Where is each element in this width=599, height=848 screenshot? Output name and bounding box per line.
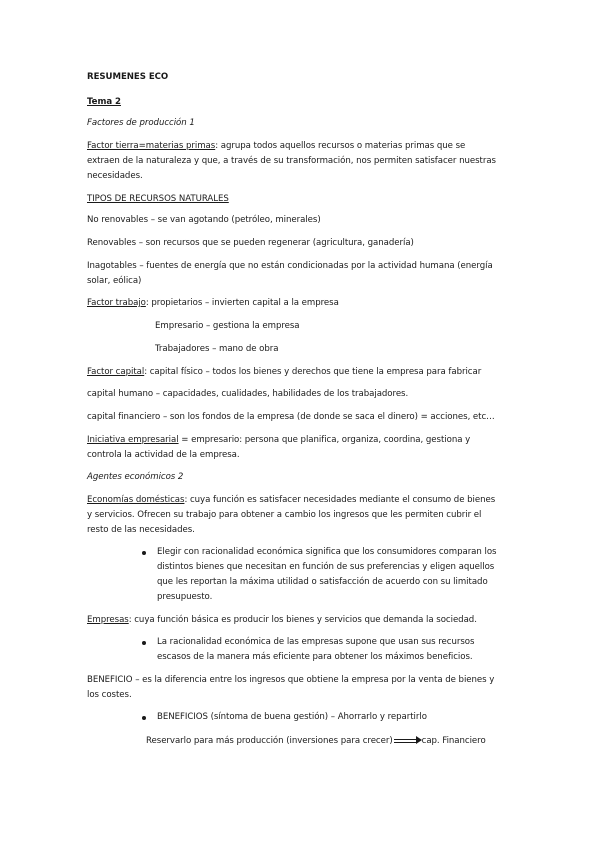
paragraph-factor-capital	[87, 366, 481, 379]
beneficio-definition: BENEFICIO – es la diferencia entre los ingresos que obtiene la empresa por la venta de bienes y	[87, 675, 495, 685]
bullet-icon	[142, 716, 146, 720]
renovables-line: Renovables – son recursos que se pueden regenerar (agricultura, ganadería)	[87, 238, 414, 248]
bullet-icon	[142, 551, 146, 555]
term-iniciativa-empresarial: Iniciativa empresarial	[87, 435, 179, 445]
term-factor-capital: Factor capital	[87, 367, 145, 377]
inagotables-line: Inagotables – fuentes de energía que no están condicionadas por la actividad humana (energía	[87, 261, 493, 271]
paragraph-line: controla la actividad de la empresa.	[87, 450, 240, 460]
no-renovables-line: No renovables – se van agotando (petróleo, minerales)	[87, 215, 321, 225]
tema-heading: Tema 2	[87, 97, 121, 107]
bullet-line: que les reportan la máxima utilidad o satisfacción de acuerdo con su limitado	[157, 577, 488, 587]
paragraph-line: solar, eólica)	[87, 276, 142, 286]
trabajadores-line: Trabajadores – mano de obra	[155, 344, 279, 354]
term-economias-domesticas: Economías domésticas	[87, 495, 185, 505]
text-span: = empresario: persona que planifica, organiza, coordina, gestiona y	[178, 435, 471, 445]
paragraph-line: necesidades.	[87, 171, 143, 181]
term-empresas: Empresas	[87, 615, 129, 625]
cap-financiero-text: cap. Financiero	[421, 736, 486, 746]
paragraph-factor-tierra	[87, 140, 465, 153]
bullet-empresas: La racionalidad económica de las empresas supone que usan sus recursos	[157, 637, 475, 647]
bullet-icon	[142, 641, 146, 645]
reservarlo-line	[146, 735, 486, 748]
text-span: : capital físico – todos los bienes y derechos que tiene la empresa para fabricar	[144, 367, 482, 377]
bullet-line: presupuesto.	[157, 592, 213, 602]
section-heading-agentes: Agentes económicos 2	[87, 472, 184, 482]
bullet-consumidores: Elegir con racionalidad económica significa que los consumidores comparan los	[157, 547, 497, 557]
right-arrow-icon	[394, 736, 422, 744]
paragraph-line: extraen de la naturaleza y que, a través de su transformación, nos permiten satisfacer nuestras	[87, 156, 496, 166]
text-span: : propietarios – invierten capital a la empresa	[145, 298, 339, 308]
bullet-line: escasos de la manera más eficiente para obtener los máximos beneficios.	[157, 652, 473, 662]
text-span: : cuya función básica es producir los bienes y servicios que demanda la sociedad.	[128, 615, 477, 625]
reservarlo-text: Reservarlo para más producción (inversiones para crecer)	[146, 736, 393, 746]
text-span: : agrupa todos aquellos recursos o materias primas que se	[215, 141, 466, 151]
capital-financiero-line: capital financiero – son los fondos de la empresa (de donde se saca el dinero) = acciones, etc…	[87, 412, 495, 422]
bullet-line: distintos bienes que necesitan en función de sus preferencias y eligen aquellos	[157, 562, 495, 572]
capital-humano-line: capital humano – capacidades, cualidades, habilidades de los trabajadores.	[87, 389, 409, 399]
section-heading-factores: Factores de producción 1	[87, 118, 195, 128]
paragraph-factor-trabajo	[87, 297, 339, 310]
term-factor-trabajo: Factor trabajo	[87, 298, 146, 308]
paragraph-economias-domesticas	[87, 494, 495, 507]
empresario-line: Empresario – gestiona la empresa	[155, 321, 300, 331]
bullet-beneficios: BENEFICIOS (síntoma de buena gestión) – Ahorrarlo y repartirlo	[157, 712, 427, 722]
paragraph-iniciativa	[87, 434, 470, 447]
term-factor-tierra: Factor tierra=materias primas	[87, 141, 216, 151]
paragraph-line: los costes.	[87, 690, 132, 700]
tipos-recursos-heading: TIPOS DE RECURSOS NATURALES	[87, 194, 229, 204]
text-span: : cuya función es satisfacer necesidades mediante el consumo de bienes	[184, 495, 496, 505]
paragraph-line: resto de las necesidades.	[87, 525, 195, 535]
document-title: RESUMENES ECO	[87, 72, 169, 82]
paragraph-line: y servicios. Ofrecen su trabajo para obtener a cambio los ingresos que les permiten cubrir el	[87, 510, 482, 520]
paragraph-empresas	[87, 614, 477, 627]
